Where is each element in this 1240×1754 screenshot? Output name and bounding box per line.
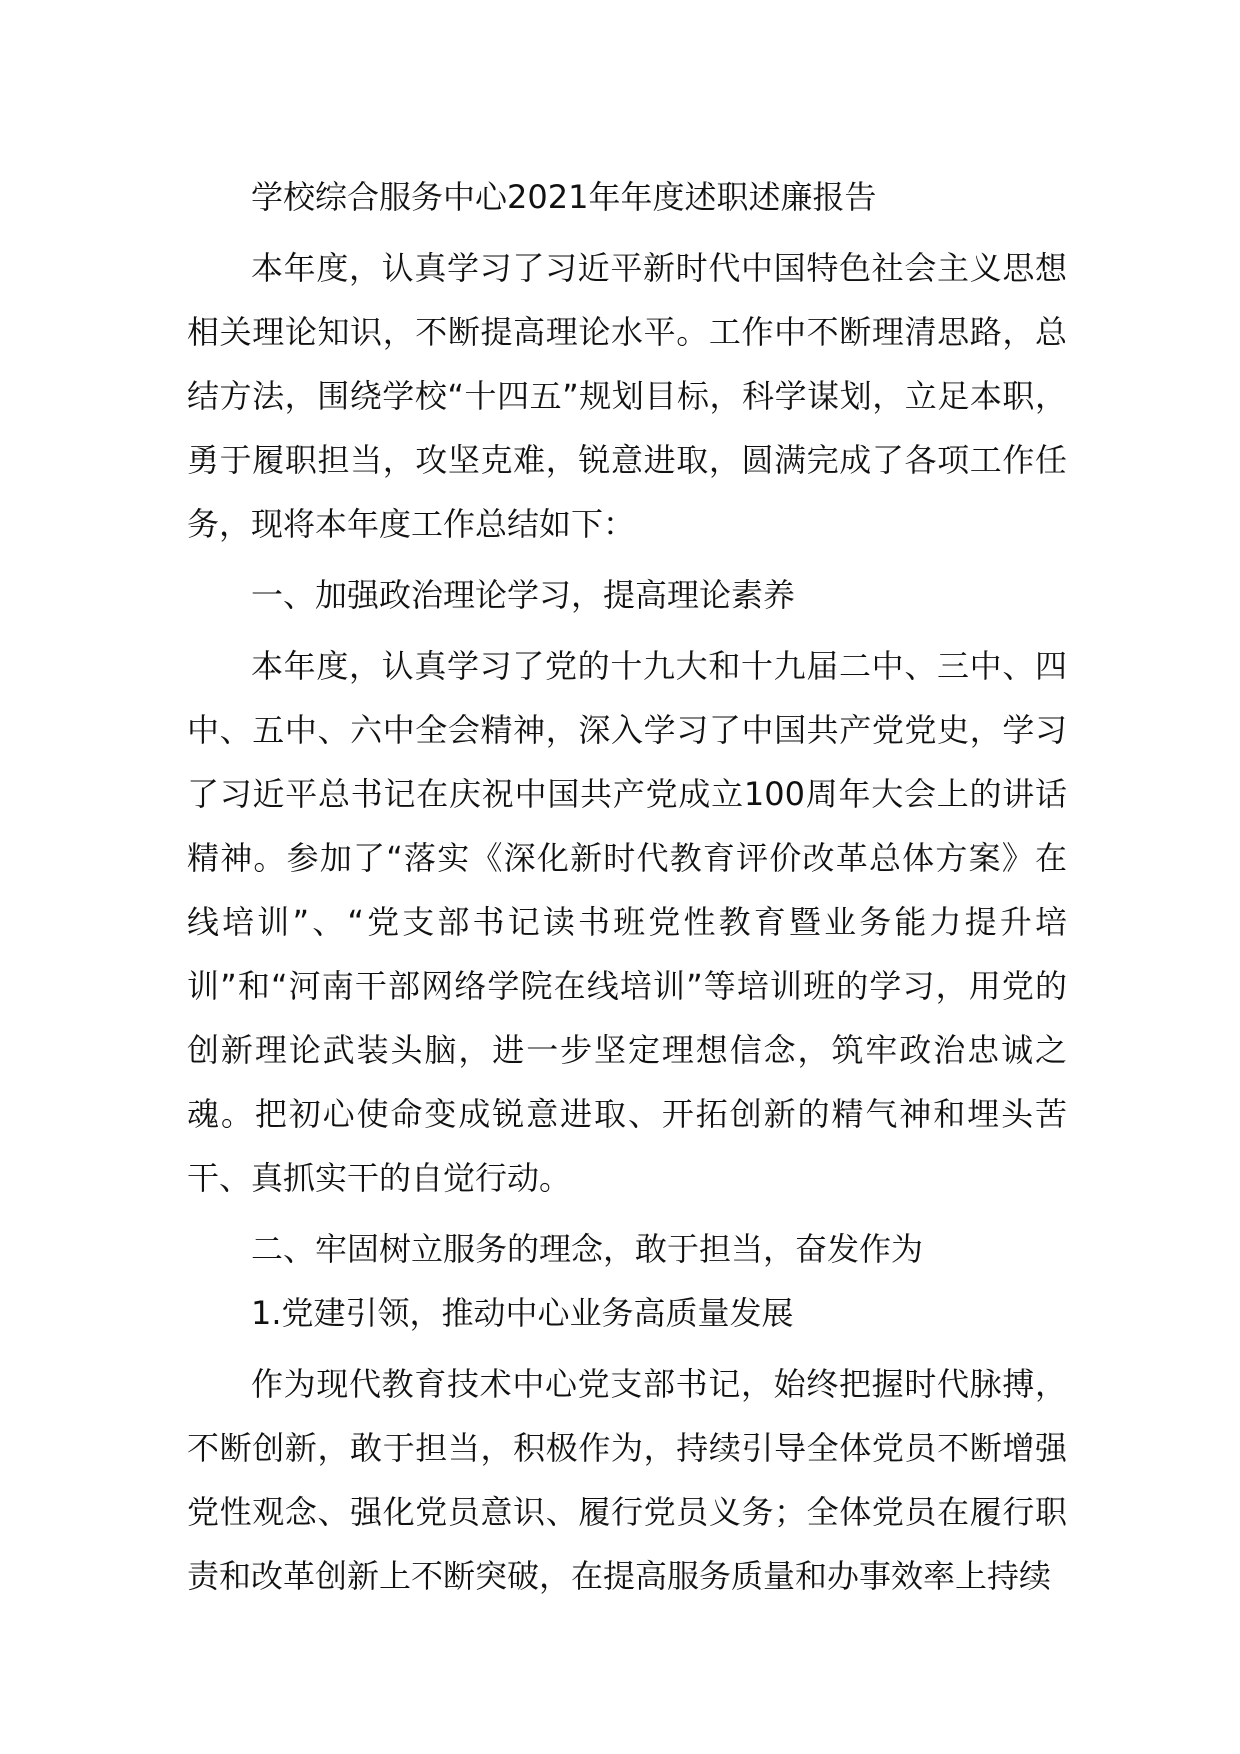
- document-body: [187, 172, 1067, 1608]
- section-1-paragraph: 本年度，认真学习了党的十九大和十九届二中、三中、四中、五中、六中全会精神，深入学习了中国共产党党史，学习了习近平总书记在庆祝中国共产党成立100周年大会上的讲话精神。参加了“落实《深化新时代教育评价改革总体方案》在线培训”、“党支部书记读书班党性教育暨业务能力提升培训”和“河南干部网络学院在线培训”等培训班的学习，用党的创新理论武装头脑，进一步坚定理想信念，筑牢政治忠诚之魂。把初心使命变成锐意进取、开拓创新的精气神和埋头苦干、真抓实干的自觉行动。: [187, 647, 1067, 1197]
- section-2-subheading-1: 1.党建引领，推动中心业务高质量发展: [251, 1294, 794, 1332]
- section-2-paragraph: 作为现代教育技术中心党支部书记，始终把握时代脉搏，不断创新，敢于担当，积极作为，持续引导全体党员不断增强党性观念、强化党员意识、履行党员义务；全体党员在履行职责和改革创新上不断突破，在提高服务质量和办事效率上持续: [187, 1365, 1067, 1595]
- document-title: 学校综合服务中心2021年年度述职述廉报告: [251, 178, 877, 216]
- section-2-heading: 二、牢固树立服务的理念，敢于担当，奋发作为: [251, 1230, 924, 1268]
- section-1-heading: 一、加强政治理论学习，提高理论素养: [251, 576, 796, 614]
- intro-paragraph: 本年度，认真学习了习近平新时代中国特色社会主义思想相关理论知识，不断提高理论水平。工作中不断理清思路，总结方法，围绕学校“十四五”规划目标，科学谋划，立足本职，勇于履职担当，攻坚克难，锐意进取，圆满完成了各项工作任务，现将本年度工作总结如下：: [187, 249, 1067, 543]
